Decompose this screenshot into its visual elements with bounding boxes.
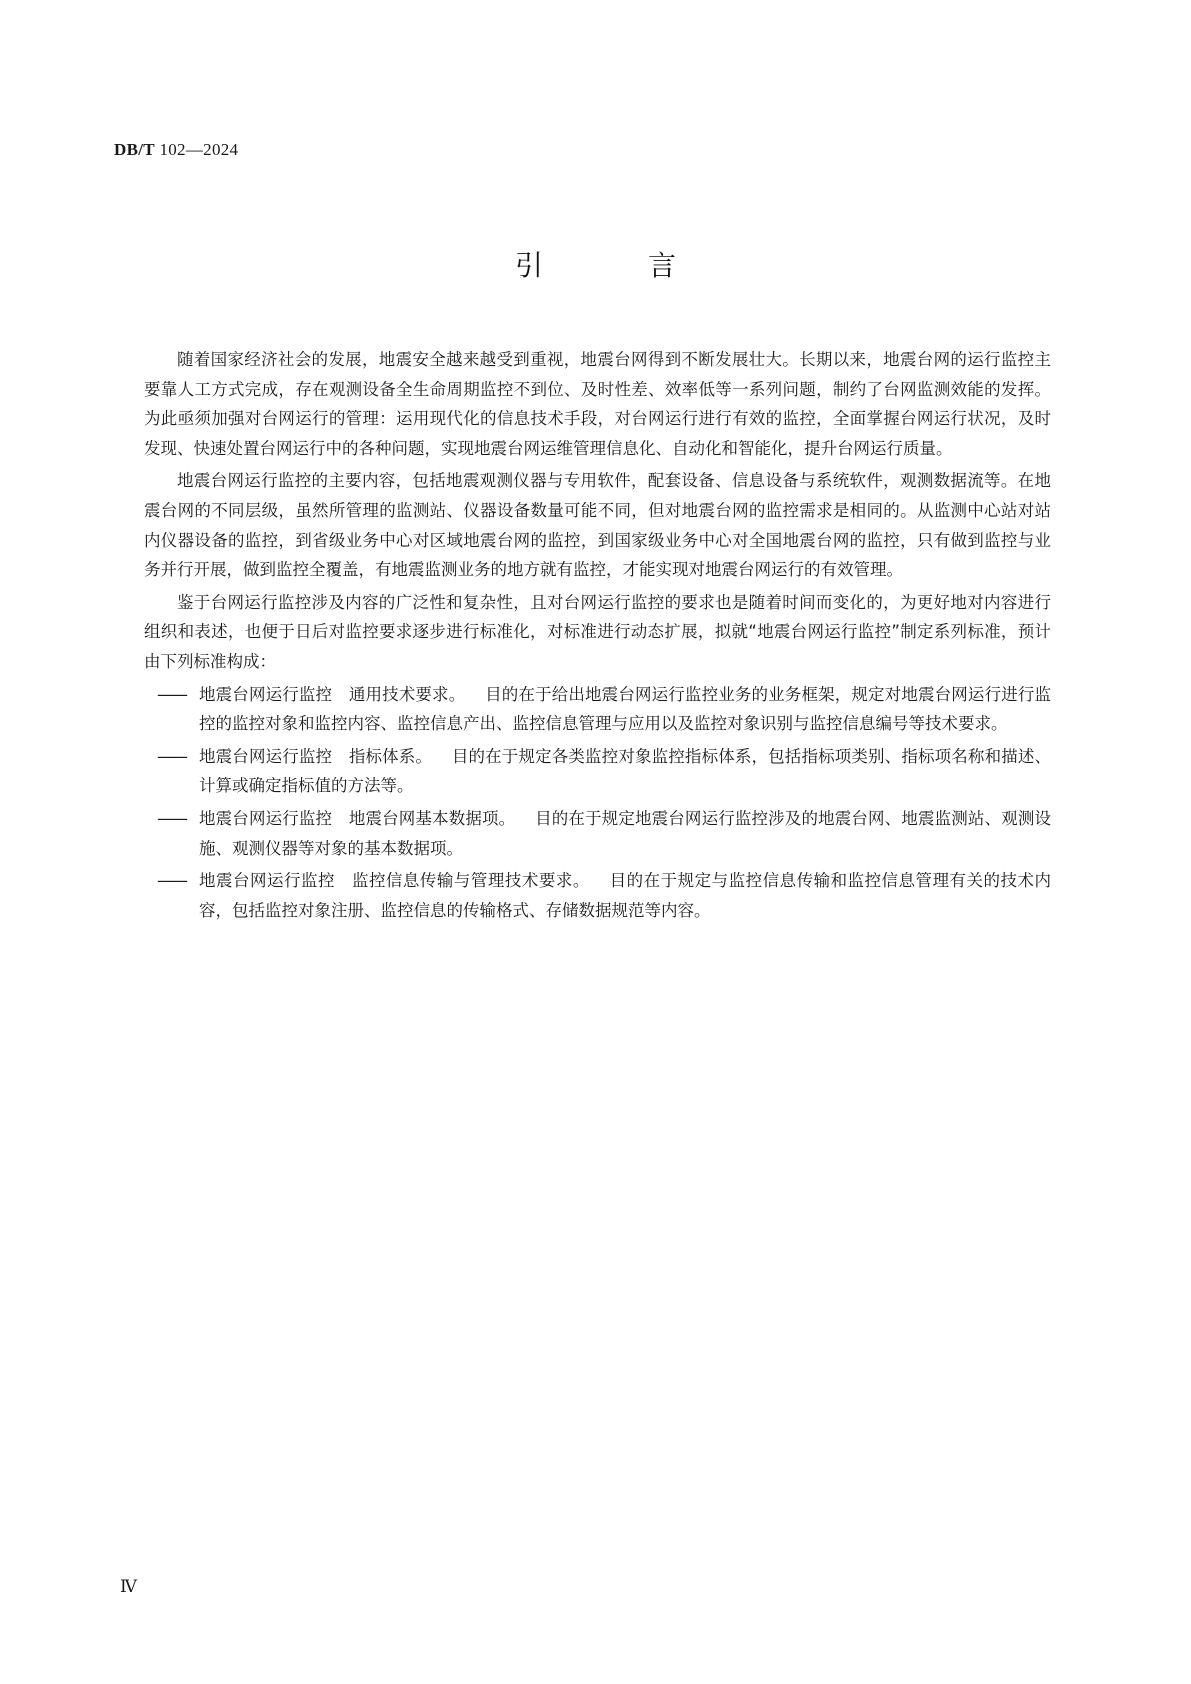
list-item: [144, 804, 1051, 863]
list-item-text: 目的在于规定与监控信息传输和监控信息管理有关的技术内容，包括监控对象注册、监控信息的传输格式、存储数据规范等内容。: [199, 871, 1052, 920]
list-item-title: 地震台网运行监控 指标体系。: [199, 746, 433, 766]
document-code: [114, 140, 238, 160]
list-item: [144, 866, 1051, 925]
document-code-number: 102—2024: [159, 140, 239, 159]
paragraph-1: 随着国家经济社会的发展，地震安全越来越受到重视，地震台网得到不断发展壮大。长期以来，地震台网的运行监控主要靠人工方式完成，存在观测设备全生命周期监控不到位、及时性差、效率低等一系列问题，制约了台网监测效能的发挥。为此亟须加强对台网运行的管理：运用现代化的信息技术手段，对台网运行进行有效的监控，全面掌握台网运行状况，及时发现、快速处置台网运行中的各种问题，实现地震台网运维管理信息化、自动化和智能化，提升台网运行质量。: [144, 350, 1051, 458]
list-item-title: 地震台网运行监控 通用技术要求。: [199, 684, 466, 704]
list-dash: ——: [157, 746, 186, 766]
paragraph-2: 地震台网运行监控的主要内容，包括地震观测仪器与专用软件，配套设备、信息设备与系统软件，观测数据流等。在地震台网的不同层级，虽然所管理的监测站、仪器设备数量可能不同，但对地震台网的监控需求是相同的。从监测中心站对站内仪器设备的监控，到省级业务中心对区域地震台网的监控，到国家级业务中心对全国地震台网的监控，只有做到监控与业务并行开展，做到监控全覆盖，有地震监测业务的地方就有监控，才能实现对地震台网运行的有效管理。: [144, 471, 1051, 580]
paragraph-3: 鉴于台网运行监控涉及内容的广泛性和复杂性，且对台网运行监控的要求也是随着时间而变化的，为更好地对内容进行组织和表述，也便于日后对监控要求逐步进行标准化，对标准进行动态扩展，拟就“地震台网运行监控”制定系列标准，预计由下列标准构成：: [144, 592, 1051, 671]
list-dash: ——: [157, 684, 186, 704]
list-dash: ——: [157, 808, 186, 828]
list-item-text: 目的在于规定各类监控对象监控指标体系，包括指标项类别、指标项名称和描述、计算或确定指标值的方法等。: [199, 746, 1052, 796]
document-code-prefix: DB/T: [114, 140, 155, 159]
main-content: [144, 345, 1051, 928]
list-item: [144, 680, 1051, 739]
list-item-text: 目的在于给出地震台网运行监控业务的业务框架，规定对地震台网运行进行监控的监控对象和监控内容、监控信息产出、监控信息管理与应用以及监控对象识别与监控信息编号等技术要求。: [199, 684, 1052, 734]
page-title: 引 言: [515, 249, 724, 282]
list-item-text: 目的在于规定地震台网运行监控涉及的地震台网、地震监测站、观测设施、观测仪器等对象的基本数据项。: [199, 808, 1052, 858]
list-item: [144, 742, 1051, 801]
list-item-title: 地震台网运行监控 监控信息传输与管理技术要求。: [199, 871, 590, 891]
list-item-title: 地震台网运行监控 地震台网基本数据项。: [199, 808, 516, 828]
page-number: Ⅳ: [120, 1577, 137, 1596]
list-dash: ——: [157, 871, 186, 891]
